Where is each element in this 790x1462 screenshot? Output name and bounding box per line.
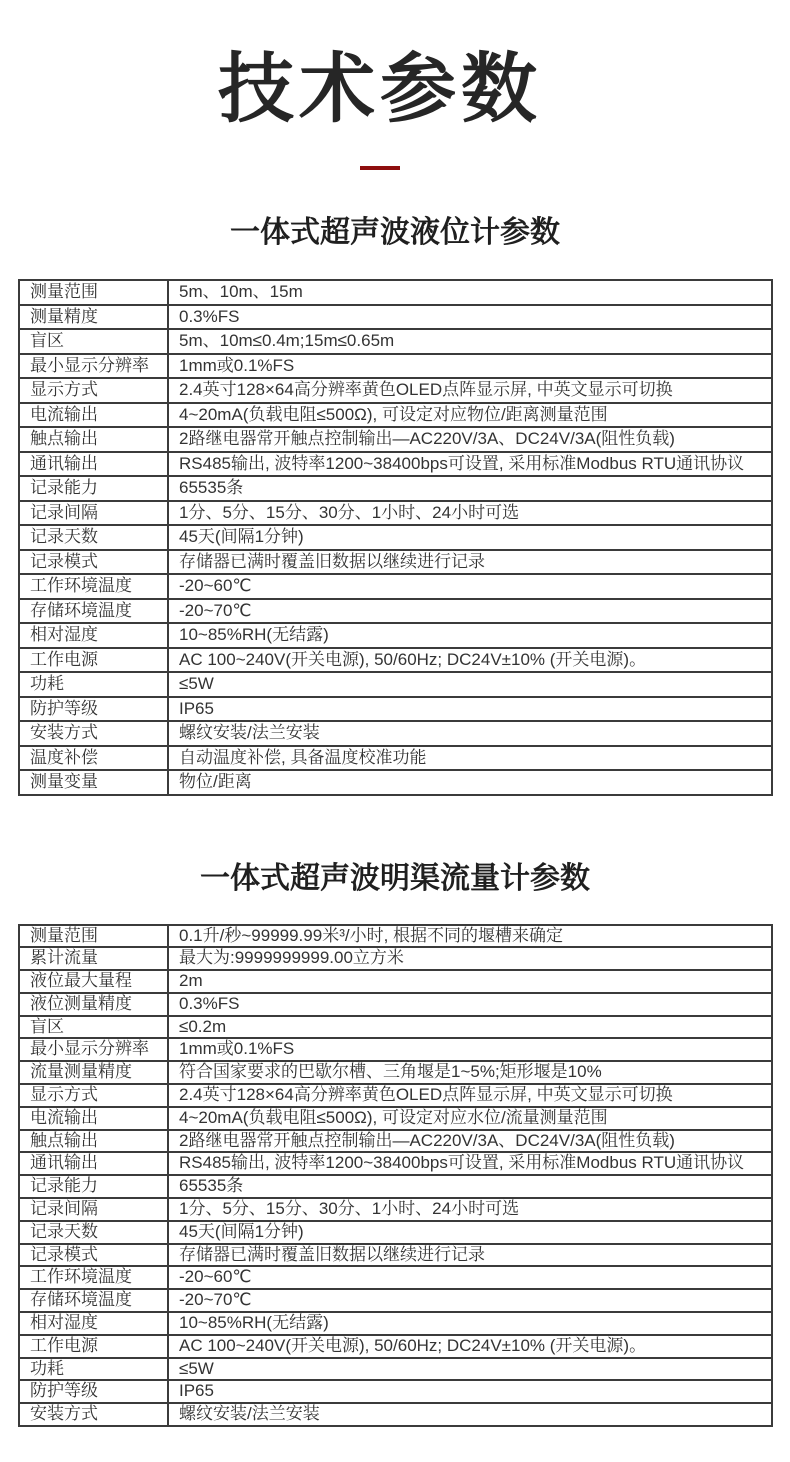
spec-row (19, 550, 772, 575)
spec-label-cell: 电流输出 (19, 1107, 168, 1130)
spec-row (19, 623, 772, 648)
spec-label-cell: 液位测量精度 (19, 993, 168, 1016)
section-title: 一体式超声波液位计参数 (230, 216, 560, 249)
spec-label-cell: 存储环境温度 (19, 599, 168, 624)
spec-label-cell: 功耗 (19, 672, 168, 697)
spec-label-cell: 测量范围 (19, 925, 168, 948)
spec-value-cell: 1分、5分、15分、30分、1小时、24小时可选 (168, 501, 772, 526)
spec-value-cell: 45天(间隔1分钟) (168, 1221, 772, 1244)
spec-table-level-meter (18, 279, 773, 796)
spec-value-cell: 存储器已满时覆盖旧数据以继续进行记录 (168, 550, 772, 575)
spec-row (19, 427, 772, 452)
spec-row (19, 1084, 772, 1107)
spec-row (19, 970, 772, 993)
spec-row (19, 1130, 772, 1153)
spec-row (19, 721, 772, 746)
spec-label-cell: 测量范围 (19, 280, 168, 305)
spec-row (19, 1016, 772, 1039)
spec-row (19, 1266, 772, 1289)
spec-value-cell: 最大为:9999999999.00立方米 (168, 947, 772, 970)
spec-value-cell: IP65 (168, 1380, 772, 1403)
spec-label-cell: 通讯输出 (19, 452, 168, 477)
spec-row (19, 1380, 772, 1403)
spec-label-cell: 最小显示分辨率 (19, 354, 168, 379)
spec-value-cell: 自动温度补偿, 具备温度校准功能 (168, 746, 772, 771)
spec-label-cell: 记录天数 (19, 525, 168, 550)
spec-value-cell: 5m、10m、15m (168, 280, 772, 305)
spec-value-cell: 2路继电器常开触点控制输出—AC220V/3A、DC24V/3A(阻性负载) (168, 1130, 772, 1153)
spec-row (19, 452, 772, 477)
spec-row (19, 354, 772, 379)
spec-label-cell: 触点输出 (19, 427, 168, 452)
spec-row (19, 280, 772, 305)
spec-label-cell: 工作电源 (19, 1335, 168, 1358)
spec-value-cell: -20~60℃ (168, 574, 772, 599)
spec-row (19, 599, 772, 624)
spec-value-cell: 符合国家要求的巴歇尔槽、三角堰是1~5%;矩形堰是10% (168, 1061, 772, 1084)
spec-value-cell: 45天(间隔1分钟) (168, 525, 772, 550)
spec-value-cell: ≤0.2m (168, 1016, 772, 1039)
spec-value-cell: ≤5W (168, 1358, 772, 1381)
spec-row (19, 1061, 772, 1084)
spec-row (19, 1335, 772, 1358)
spec-row (19, 378, 772, 403)
page-title: 技术参数 (218, 47, 542, 132)
spec-value-cell: 10~85%RH(无结露) (168, 1312, 772, 1335)
spec-label-cell: 工作环境温度 (19, 574, 168, 599)
spec-value-cell: 4~20mA(负载电阻≤500Ω), 可设定对应水位/流量测量范围 (168, 1107, 772, 1130)
spec-value-cell: 0.1升/秒~99999.99米³/小时, 根据不同的堰槽来确定 (168, 925, 772, 948)
spec-label-cell: 记录模式 (19, 550, 168, 575)
spec-row (19, 574, 772, 599)
spec-label-cell: 防护等级 (19, 697, 168, 722)
spec-label-cell: 测量变量 (19, 770, 168, 795)
spec-value-cell: 1mm或0.1%FS (168, 1038, 772, 1061)
spec-row (19, 329, 772, 354)
spec-label-cell: 相对湿度 (19, 623, 168, 648)
spec-row (19, 476, 772, 501)
spec-value-cell: -20~60℃ (168, 1266, 772, 1289)
section-level-meter (0, 217, 790, 796)
spec-label-cell: 相对湿度 (19, 1312, 168, 1335)
spec-row (19, 672, 772, 697)
spec-value-cell: 5m、10m≤0.4m;15m≤0.65m (168, 329, 772, 354)
spec-label-cell: 工作环境温度 (19, 1266, 168, 1289)
spec-row (19, 1107, 772, 1130)
title-accent-bar (360, 166, 400, 170)
spec-row (19, 993, 772, 1016)
spec-label-cell: 盲区 (19, 329, 168, 354)
spec-value-cell: RS485输出, 波特率1200~38400bps可设置, 采用标准Modbus RTU通讯协议 (168, 1152, 772, 1175)
section-flow-meter (0, 862, 790, 1428)
spec-value-cell: 物位/距离 (168, 770, 772, 795)
spec-value-cell: AC 100~240V(开关电源), 50/60Hz; DC24V±10% (开关电源)。 (168, 648, 772, 673)
spec-label-cell: 液位最大量程 (19, 970, 168, 993)
spec-row (19, 1221, 772, 1244)
spec-row (19, 403, 772, 428)
spec-table-flow-meter (18, 924, 773, 1428)
spec-row (19, 1198, 772, 1221)
spec-value-cell: IP65 (168, 697, 772, 722)
spec-label-cell: 显示方式 (19, 378, 168, 403)
spec-value-cell: 螺纹安装/法兰安装 (168, 721, 772, 746)
spec-label-cell: 安装方式 (19, 1403, 168, 1426)
spec-value-cell: -20~70℃ (168, 599, 772, 624)
spec-row (19, 305, 772, 330)
spec-value-cell: -20~70℃ (168, 1289, 772, 1312)
spec-value-cell: 2m (168, 970, 772, 993)
spec-value-cell: 0.3%FS (168, 993, 772, 1016)
spec-value-cell: 2.4英寸128×64高分辨率黄色OLED点阵显示屏, 中英文显示可切换 (168, 1084, 772, 1107)
spec-label-cell: 最小显示分辨率 (19, 1038, 168, 1061)
spec-label-cell: 存储环境温度 (19, 1289, 168, 1312)
spec-row (19, 1312, 772, 1335)
spec-label-cell: 防护等级 (19, 1380, 168, 1403)
spec-label-cell: 记录间隔 (19, 501, 168, 526)
spec-label-cell: 记录能力 (19, 476, 168, 501)
spec-value-cell: 螺纹安装/法兰安装 (168, 1403, 772, 1426)
spec-row (19, 925, 772, 948)
spec-label-cell: 记录模式 (19, 1244, 168, 1267)
spec-row (19, 648, 772, 673)
spec-row (19, 746, 772, 771)
spec-value-cell: 2.4英寸128×64高分辨率黄色OLED点阵显示屏, 中英文显示可切换 (168, 378, 772, 403)
spec-label-cell: 测量精度 (19, 305, 168, 330)
spec-label-cell: 温度补偿 (19, 746, 168, 771)
spec-label-cell: 流量测量精度 (19, 1061, 168, 1084)
spec-label-cell: 盲区 (19, 1016, 168, 1039)
spec-value-cell: 65535条 (168, 476, 772, 501)
spec-row (19, 1175, 772, 1198)
section-title: 一体式超声波明渠流量计参数 (200, 861, 590, 895)
spec-value-cell: AC 100~240V(开关电源), 50/60Hz; DC24V±10% (开关电源)。 (168, 1335, 772, 1358)
spec-value-cell: 65535条 (168, 1175, 772, 1198)
spec-value-cell: 存储器已满时覆盖旧数据以继续进行记录 (168, 1244, 772, 1267)
spec-label-cell: 触点输出 (19, 1130, 168, 1153)
spec-label-cell: 安装方式 (19, 721, 168, 746)
spec-row (19, 770, 772, 795)
spec-row (19, 1244, 772, 1267)
spec-label-cell: 工作电源 (19, 648, 168, 673)
spec-value-cell: ≤5W (168, 672, 772, 697)
spec-value-cell: 0.3%FS (168, 305, 772, 330)
spec-value-cell: 1分、5分、15分、30分、1小时、24小时可选 (168, 1198, 772, 1221)
spec-label-cell: 累计流量 (19, 947, 168, 970)
spec-value-cell: 4~20mA(负载电阻≤500Ω), 可设定对应物位/距离测量范围 (168, 403, 772, 428)
spec-label-cell: 功耗 (19, 1358, 168, 1381)
spec-row (19, 1289, 772, 1312)
spec-label-cell: 记录能力 (19, 1175, 168, 1198)
spec-value-cell: 10~85%RH(无结露) (168, 623, 772, 648)
spec-row (19, 501, 772, 526)
spec-row (19, 1358, 772, 1381)
spec-label-cell: 通讯输出 (19, 1152, 168, 1175)
spec-value-cell: 1mm或0.1%FS (168, 354, 772, 379)
spec-label-cell: 电流输出 (19, 403, 168, 428)
spec-row (19, 697, 772, 722)
spec-row (19, 525, 772, 550)
spec-label-cell: 记录间隔 (19, 1198, 168, 1221)
spec-value-cell: RS485输出, 波特率1200~38400bps可设置, 采用标准Modbus RTU通讯协议 (168, 452, 772, 477)
spec-value-cell: 2路继电器常开触点控制输出—AC220V/3A、DC24V/3A(阻性负载) (168, 427, 772, 452)
spec-label-cell: 显示方式 (19, 1084, 168, 1107)
spec-row (19, 1403, 772, 1426)
spec-row (19, 1152, 772, 1175)
spec-row (19, 947, 772, 970)
spec-label-cell: 记录天数 (19, 1221, 168, 1244)
page-header (0, 0, 760, 170)
spec-row (19, 1038, 772, 1061)
